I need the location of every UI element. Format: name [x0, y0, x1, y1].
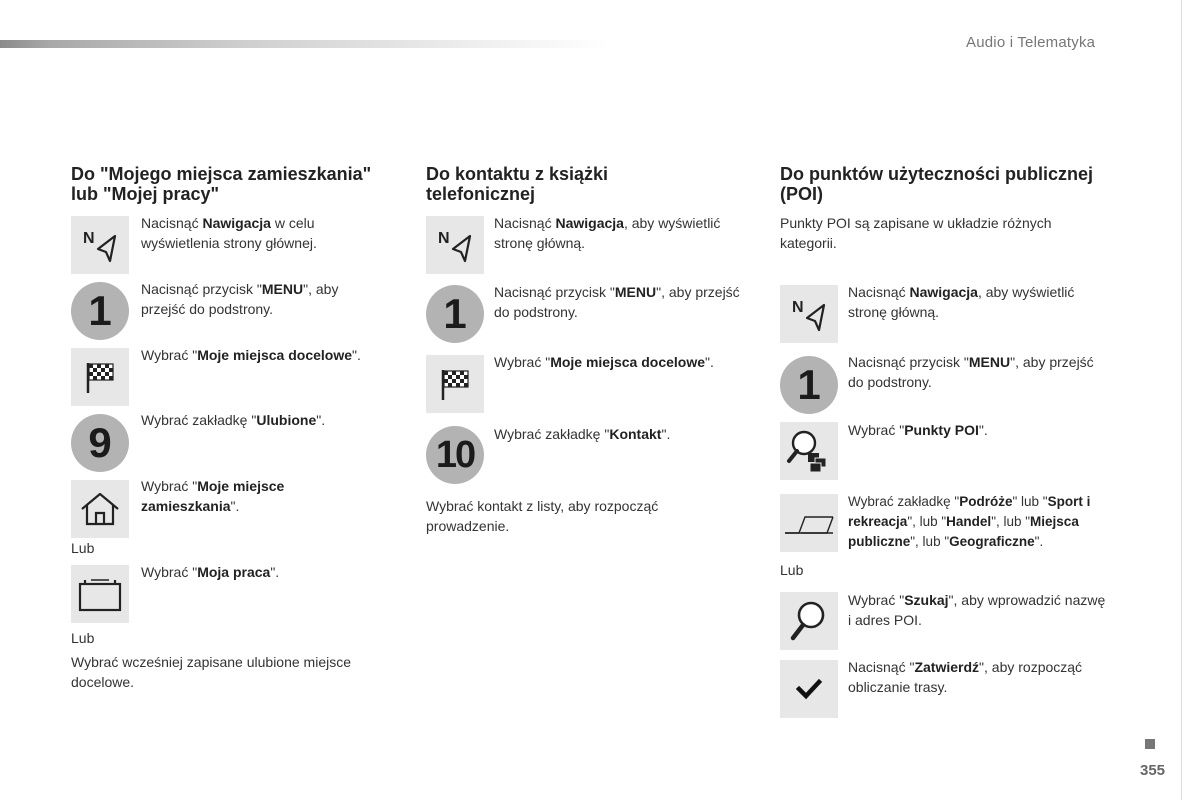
svg-text:N: N	[83, 230, 95, 247]
col3-step5-text: Wybrać "Szukaj", aby wprowadzić nazwę i adres POI.	[848, 592, 1106, 628]
page-marker	[1145, 739, 1155, 749]
col3-title: Do punktów użyteczności publicznej (POI)	[780, 164, 1094, 204]
step-number-badge: 9	[71, 414, 129, 472]
col1-step2-text: Nacisnąć przycisk "MENU", aby przejść do podstrony.	[141, 281, 339, 317]
navigation-icon	[426, 216, 484, 274]
step-number-badge: 1	[426, 285, 484, 343]
col1-title: Do "Mojego miejsca zamieszkania" lub "Mojej pracy"	[71, 164, 372, 204]
search-icon	[780, 592, 838, 650]
col1-note: Wybrać wcześniej zapisane ulubione miejsce docelowe.	[71, 654, 352, 690]
col3-step3-text: Wybrać "Punkty POI".	[848, 422, 988, 438]
svg-text:N: N	[792, 299, 804, 316]
col1-step5-text: Wybrać "Moje miejsce zamieszkania".	[141, 478, 285, 514]
col3-step2-text: Nacisnąć przycisk "MENU", aby przejść do podstrony.	[848, 354, 1094, 390]
or-label: Lub	[780, 562, 804, 578]
navigation-icon	[780, 285, 838, 343]
header-gradient-bar	[0, 40, 610, 48]
poi-search-icon	[780, 422, 838, 480]
or-label: Lub	[71, 540, 95, 556]
col2-step1-text: Nacisnąć Nawigacja, aby wyświetlić stronę główną.	[494, 215, 721, 251]
checkered-flag-icon	[71, 348, 129, 406]
col1-step4-text: Wybrać zakładkę "Ulubione".	[141, 412, 326, 428]
checkered-flag-icon	[426, 355, 484, 413]
col3-step1-text: Nacisnąć Nawigacja, aby wyświetlić stronę główną.	[848, 284, 1075, 320]
col3-intro: Punkty POI są zapisane w układzie różnych kategorii.	[780, 215, 1052, 251]
col3-step6-text: Nacisnąć "Zatwierdź", aby rozpocząć obliczanie trasy.	[848, 659, 1083, 695]
page-number: 355	[1140, 762, 1166, 779]
page-edge-line	[1181, 0, 1182, 800]
page-header-title: Audio i Telematyka	[966, 34, 1096, 51]
step-number-badge: 1	[780, 356, 838, 414]
home-icon	[71, 480, 129, 538]
col2-title: Do kontaktu z książki telefonicznej	[426, 164, 609, 204]
col2-step4-text: Wybrać zakładkę "Kontakt".	[494, 426, 671, 442]
svg-text:N: N	[438, 230, 450, 247]
navigation-icon	[71, 216, 129, 274]
briefcase-icon	[71, 565, 129, 623]
col1-step1-text: Nacisnąć Nawigacja w celu wyświetlenia strony głównej.	[141, 215, 317, 251]
col1-step6-text: Wybrać "Moja praca".	[141, 564, 280, 580]
or-label: Lub	[71, 630, 95, 646]
col2-step3-text: Wybrać "Moje miejsca docelowe".	[494, 354, 714, 370]
col3-step4-text: Wybrać zakładkę "Podróże" lub "Sport i rekreacja", lub "Handel", lub "Miejsca publiczne", lub "Geograficzne".	[848, 494, 1091, 549]
col2-step2-text: Nacisnąć przycisk "MENU", aby przejść do podstrony.	[494, 284, 740, 320]
checkmark-icon	[780, 660, 838, 718]
step-number-badge: 10	[426, 426, 484, 484]
col2-note: Wybrać kontakt z listy, aby rozpocząć prowadzenie.	[426, 498, 659, 534]
step-number-badge: 1	[71, 282, 129, 340]
col1-step3-text: Wybrać "Moje miejsca docelowe".	[141, 347, 361, 363]
category-tab-icon	[780, 494, 838, 552]
